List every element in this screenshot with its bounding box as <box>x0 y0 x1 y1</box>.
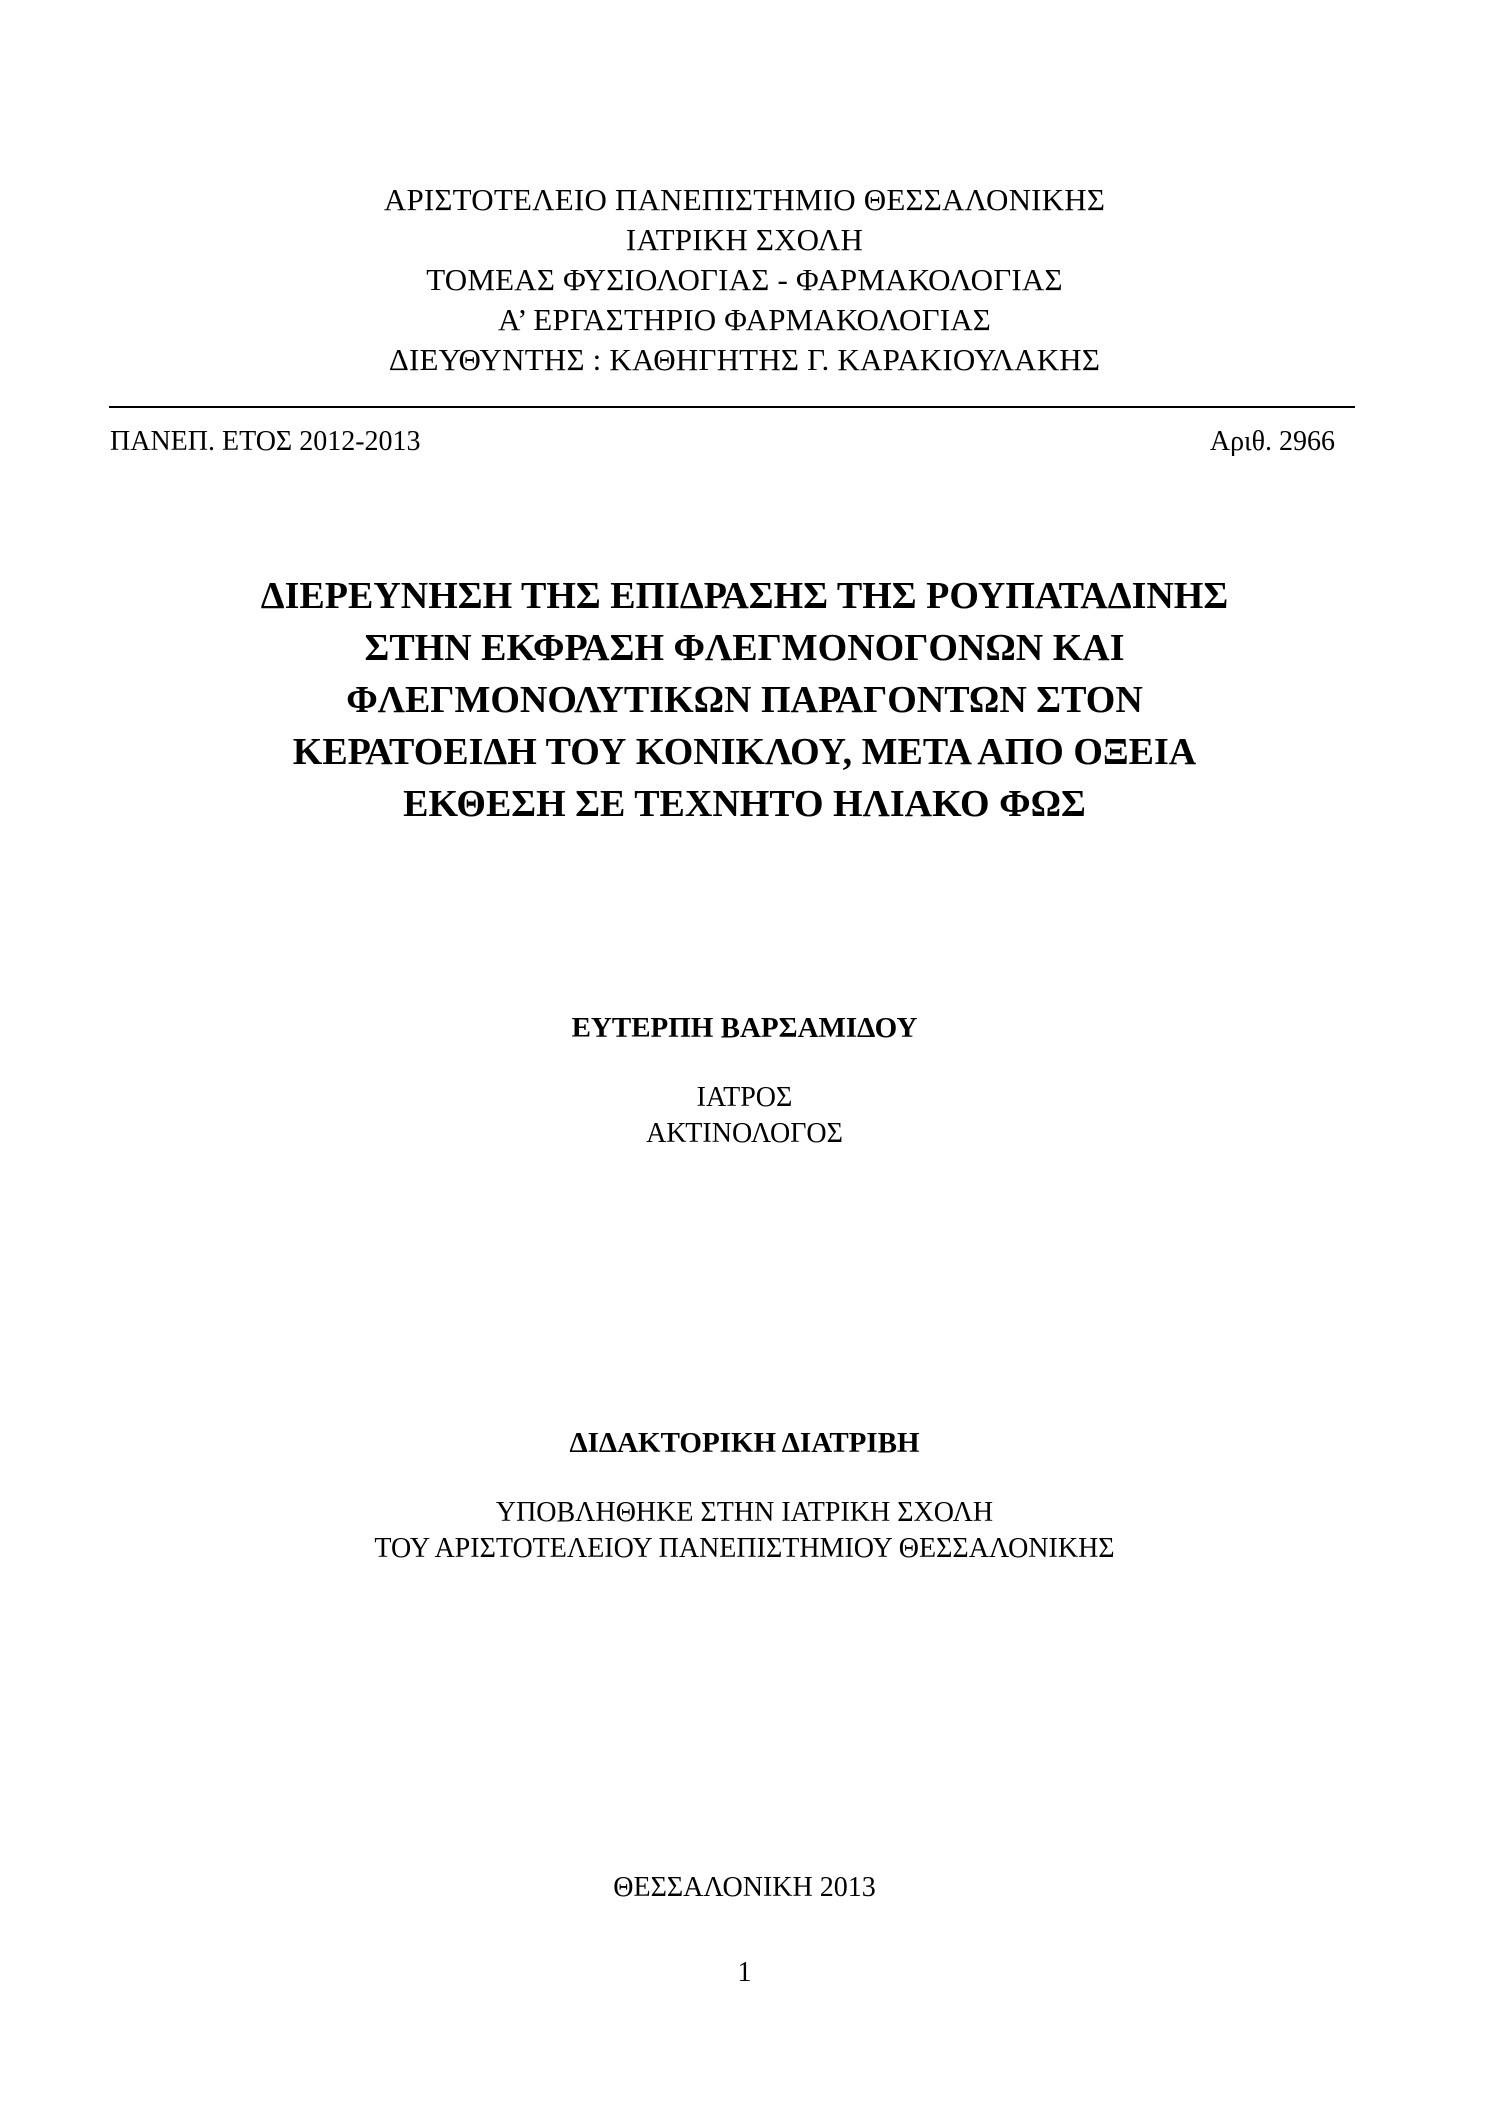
title-line: ΕΚΘΕΣΗ ΣΕ ΤΕΧΝΗΤΟ ΗΛΙΑΚΟ ΦΩΣ <box>403 783 1086 825</box>
title-line: ΚΕΡΑΤΟΕΙΔΗ ΤΟΥ ΚΟΝΙΚΛΟΥ, ΜΕΤΑ ΑΠΟ ΟΞΕΙΑ <box>292 731 1197 773</box>
thesis-type: ΔΙΔΑΚΤΟΡΙΚΗ ΔΙΑΤΡΙΒΗ <box>569 1427 920 1459</box>
university-name: ΑΡΙΣΤΟΤΕΛΕΙΟ ΠΑΝΕΠΙΣΤΗΜΙΟ ΘΕΣΣΑΛΟΝΙΚΗΣ <box>383 182 1106 217</box>
submission-line: ΥΠΟΒΛΗΘΗΚΕ ΣΤΗΝ ΙΑΤΡΙΚΗ ΣΧΟΛΗ <box>495 1497 994 1528</box>
header-divider <box>109 406 1355 408</box>
submission-line: ΤΟΥ ΑΡΙΣΤΟΤΕΛΕΙΟΥ ΠΑΝΕΠΙΣΤΗΜΙΟΥ ΘΕΣΣΑΛΟΝΙΚΗΣ <box>374 1533 1115 1564</box>
author-role: ΙΑΤΡΟΣ <box>696 1082 793 1113</box>
page-number: 1 <box>737 1957 752 1988</box>
academic-year: ΠΑΝΕΠ. ΕΤΟΣ 2012-2013 <box>110 426 421 457</box>
institution-header <box>0 180 1489 380</box>
submission-statement <box>0 1495 1489 1567</box>
department-name: ΤΟΜΕΑΣ ΦΥΣΙΟΛΟΓΙΑΣ - ΦΑΡΜΑΚΟΛΟΓΙΑΣ <box>426 262 1063 297</box>
director-line: ΔΙΕΥΘΥΝΤΗΣ : ΚΑΘΗΓΗΤΗΣ Γ. ΚΑΡΑΚΙΟΥΛΑΚΗΣ <box>388 342 1101 377</box>
place-and-year: ΘΕΣΣΑΛΟΝΙΚΗ 2013 <box>613 1872 876 1903</box>
thesis-title <box>0 570 1489 830</box>
title-line: ΦΛΕΓΜΟΝΟΛΥΤΙΚΩΝ ΠΑΡΑΓΟΝΤΩΝ ΣΤΟΝ <box>346 679 1143 721</box>
author-name: ΕΥΤΕΡΠΗ ΒΑΡΣΑΜΙΔΟΥ <box>571 1012 918 1044</box>
document-number: Αριθ. 2966 <box>1209 426 1335 457</box>
title-line: ΔΙΕΡΕΥΝΗΣΗ ΤΗΣ ΕΠΙΔΡΑΣΗΣ ΤΗΣ ΡΟΥΠΑΤΑΔΙΝΗΣ <box>260 575 1229 617</box>
laboratory-name: Α’ ΕΡΓΑΣΤΗΡΙΟ ΦΑΡΜΑΚΟΛΟΓΙΑΣ <box>497 302 992 337</box>
author-roles <box>0 1080 1489 1152</box>
author-specialty: ΑΚΤΙΝΟΛΟΓΟΣ <box>646 1118 843 1149</box>
title-line: ΣΤΗΝ ΕΚΦΡΑΣΗ ΦΛΕΓΜΟΝΟΓΟΝΩΝ ΚΑΙ <box>364 627 1125 669</box>
school-name: ΙΑΤΡΙΚΗ ΣΧΟΛΗ <box>625 222 864 257</box>
